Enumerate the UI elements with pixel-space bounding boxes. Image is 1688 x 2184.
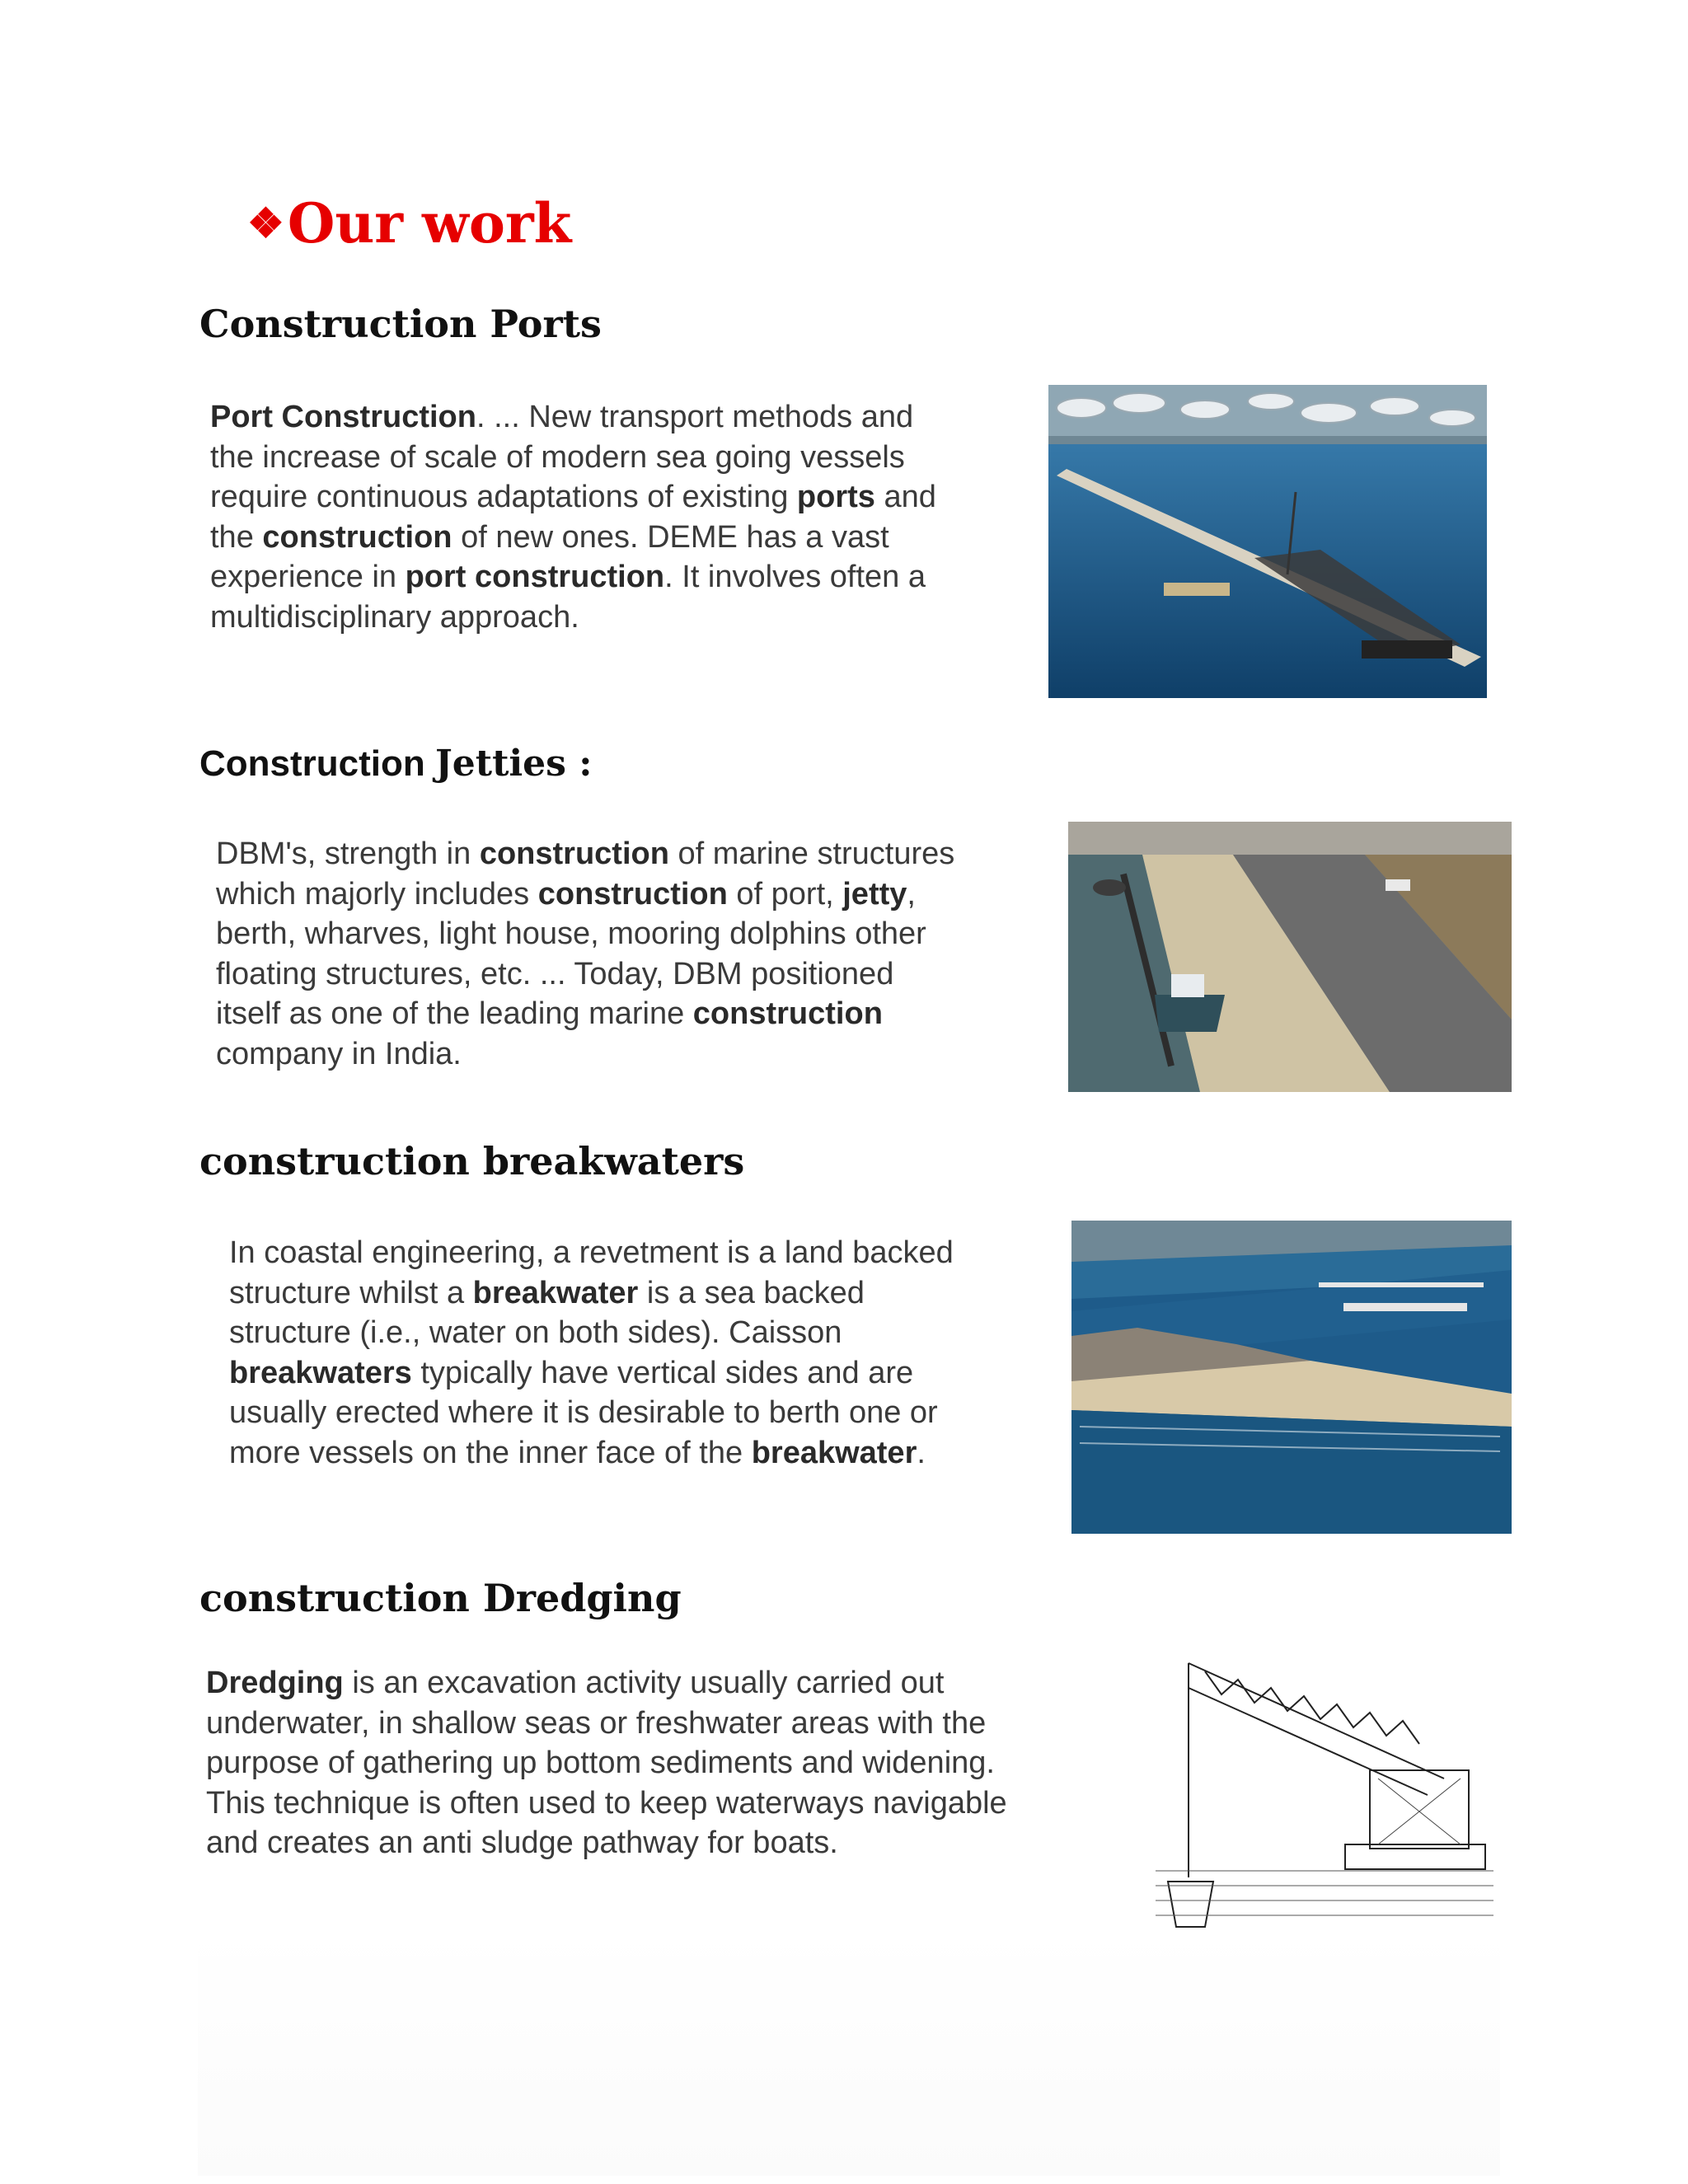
text-run: itself as one of the leading marine <box>216 996 693 1031</box>
text-run: This technique is often used to keep waterways navigable <box>206 1785 1007 1821</box>
paragraph-line <box>206 1823 1007 1863</box>
text-run: multidisciplinary approach. <box>210 599 579 635</box>
heading-construction-ports: Construction Ports <box>199 302 602 346</box>
text-run: structure whilst a <box>229 1275 473 1310</box>
text-run: the <box>210 519 263 555</box>
text-run: and creates an anti sludge pathway for boats. <box>206 1825 838 1860</box>
text-run: require continuous adaptations of existing <box>210 480 797 514</box>
bold-term: port construction <box>405 560 665 594</box>
breakwaters-paragraph <box>229 1233 954 1473</box>
heading-construction-dredging: construction Dredging <box>199 1576 682 1620</box>
paragraph-line <box>206 1743 1007 1783</box>
jetties-paragraph <box>216 834 954 1074</box>
bold-term: breakwater <box>751 1435 917 1470</box>
paragraph-line <box>229 1393 954 1433</box>
bold-term: Port Construction <box>210 400 476 434</box>
paragraph-line <box>229 1233 954 1273</box>
bold-term: breakwater <box>472 1275 639 1310</box>
paragraph-line <box>210 598 936 638</box>
text-run: more vessels on the inner face of the <box>229 1435 752 1470</box>
paragraph-line <box>216 874 954 915</box>
breakwater-aerial-photo <box>1071 1221 1512 1534</box>
bold-term: jetty <box>842 876 907 912</box>
text-run: typically have vertical sides and are <box>411 1355 914 1390</box>
bold-term: construction <box>692 996 883 1031</box>
paragraph-line <box>216 954 954 995</box>
diamond-bullet-icon: ❖ <box>247 199 284 247</box>
paragraph-line <box>216 994 954 1034</box>
ports-paragraph <box>210 397 936 637</box>
paragraph-line <box>206 1704 1007 1744</box>
text-run: . ... New transport methods and <box>476 400 914 434</box>
paragraph-line <box>206 1783 1007 1824</box>
text-run: usually erected where it is desirable to berth one or <box>229 1395 938 1430</box>
heading-construction-jetties <box>199 743 593 785</box>
paragraph-line <box>210 477 936 518</box>
text-run: of port, <box>727 876 843 912</box>
dredging-crane-drawing <box>1156 1655 1493 1958</box>
text-run: purpose of gathering up bottom sediments and widening. <box>206 1746 995 1780</box>
text-run: and <box>874 480 936 514</box>
text-run: company in India. <box>216 1036 462 1071</box>
paragraph-line <box>229 1353 954 1394</box>
text-run: of marine structures <box>668 837 955 871</box>
bold-term: construction <box>262 519 452 555</box>
paragraph-line <box>210 397 936 438</box>
paragraph-line <box>216 834 954 874</box>
heading-construction-breakwaters: construction breakwaters <box>199 1139 745 1183</box>
text-run: of new ones. DEME has a vast <box>452 519 889 555</box>
text-run: which majorly includes <box>216 876 538 912</box>
paragraph-line <box>229 1433 954 1474</box>
text-run: experience in <box>210 560 406 594</box>
text-run: In coastal engineering, a revetment is a land backed <box>229 1235 954 1270</box>
port-construction-photo <box>1048 385 1487 698</box>
text-run: DBM's, strength in <box>216 837 480 871</box>
text-run: . It involves often a <box>664 560 926 594</box>
paragraph-line <box>210 557 936 598</box>
text-run: floating structures, etc. ... Today, DBM positioned <box>216 956 894 991</box>
paragraph-line <box>210 438 936 478</box>
page-title <box>247 191 572 255</box>
bold-term: construction <box>537 876 728 912</box>
text-run: , <box>907 876 916 912</box>
page-bottom-area <box>198 1929 1500 2176</box>
bold-term: ports <box>796 480 875 514</box>
paragraph-line <box>229 1273 954 1314</box>
paragraph-line <box>216 914 954 954</box>
bold-term: breakwaters <box>229 1355 412 1390</box>
jetty-photo <box>1068 822 1512 1092</box>
text-run: structure (i.e., water on both sides). Caisson <box>229 1315 842 1350</box>
paragraph-line <box>206 1663 1007 1704</box>
text-run: underwater, in shallow seas or freshwater areas with the <box>206 1705 987 1741</box>
dredging-paragraph <box>206 1663 1007 1863</box>
text-run: . <box>917 1435 926 1470</box>
paragraph-line <box>229 1313 954 1353</box>
bold-term: Dredging <box>206 1666 344 1700</box>
paragraph-line <box>210 518 936 558</box>
text-run: is a sea backed <box>638 1275 865 1310</box>
text-run: berth, wharves, light house, mooring dolphins other <box>216 916 926 951</box>
paragraph-line <box>216 1034 954 1075</box>
text-run: the increase of scale of modern sea going vessels <box>210 439 905 475</box>
text-run: is an excavation activity usually carried out <box>343 1666 945 1700</box>
bold-term: construction <box>479 837 669 871</box>
heading-jetties-main: Construction <box>199 743 435 784</box>
page-title-text: Our work <box>287 191 572 255</box>
heading-jetties-tail: Jetties : <box>434 743 593 785</box>
